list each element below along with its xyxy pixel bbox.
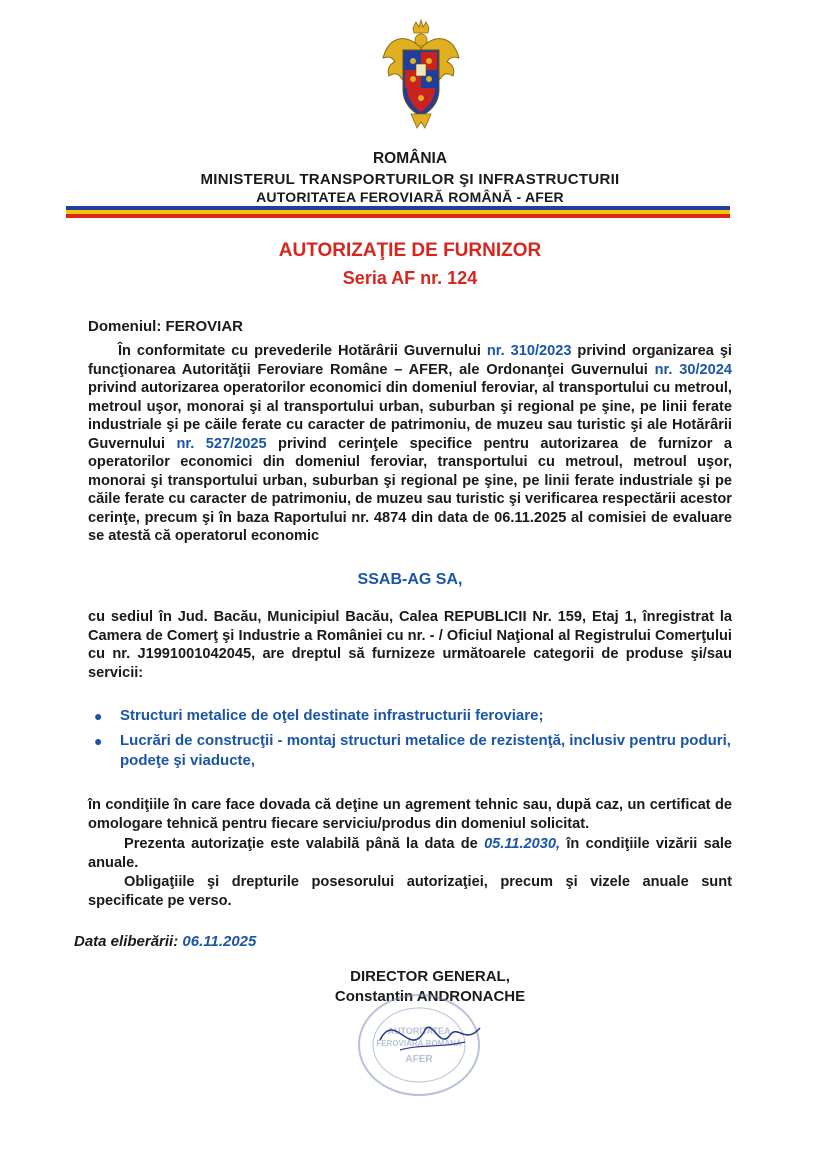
conditions-paragraph: în condiţiile în care face dovada că deţine un agrement tehnic sau, după caz, un certificat de omologare tehnică pentru fiecare serviciu/produs din domeniul solicitat. <box>88 797 732 832</box>
company-details-paragraph: cu sediul în Jud. Bacău, Municipiul Bacău, Calea REPUBLICII Nr. 159, Etaj 1, înregistrat la Camera de Comerţ şi Industrie a României cu nr. - / Oficiul Naţional al Registrului Comerţului cu nr. J1991001042045, are dreptul să furnizeze următoarele categorii de produse şi/sau servicii: <box>88 609 732 681</box>
bullet-icon: ● <box>94 733 103 749</box>
issue-date-line <box>74 933 256 950</box>
country-heading: ROMÂNIA <box>372 150 448 167</box>
text-segment: În conformitate cu prevederile Hotărârii Guvernului <box>118 343 487 359</box>
text-segment: Prezenta autorizaţie este valabilă până la data de <box>124 836 485 852</box>
bullet-icon: ● <box>94 708 103 724</box>
signatory-name: Constantin ANDRONACHE <box>334 988 526 1005</box>
issue-date-separator: : <box>173 933 183 950</box>
tricolor-divider <box>66 206 730 218</box>
document-title: AUTORIZAŢIE DE FURNIZOR <box>278 240 542 261</box>
validity-paragraph <box>88 835 732 872</box>
stamp-line-1: AUTORITATEA <box>387 1026 451 1036</box>
item-text: Lucrări de construcţii - montaj structuri metalice de rezistenţă, inclusiv pentru poduri, podeţe şi viaducte, <box>120 732 731 769</box>
document-series: Seria AF nr. 124 <box>342 268 478 288</box>
item-text: Structuri metalice de oţel destinate infrastructurii feroviare; <box>120 707 544 724</box>
romania-coat-of-arms-icon <box>381 18 461 136</box>
company-name: SSAB-AG SA, <box>357 571 463 588</box>
stamp-line-3: AFER <box>405 1054 433 1065</box>
text-segment: privind cerinţele specifice pentru autorizarea de furnizor a operatorilor economici din domeniul feroviar, transportului cu metroul, metroul uşor, monorai şi transportului urban, suburban şi regional pe şine, pe linii ferate industriale şi pe căile ferate cu caracter de patrimoniu, de muzeu sau turistic şi verificarea respectării acestor cerinţe, precum şi în baza Raportului nr. 4874 din data de 06.11.2025 al comisiei de evaluare se atestă că operatorul economic <box>88 435 732 544</box>
validity-date: 05.11.2030, <box>484 836 561 852</box>
reference-hg-527: nr. 527/2025 <box>176 435 267 452</box>
signatory-title: DIRECTOR GENERAL, <box>350 968 510 985</box>
authorized-items-list <box>88 706 738 776</box>
domain-line: Domeniul: FEROVIAR <box>88 318 244 335</box>
text-segment: privind organizarea şi funcţionarea Autorităţii Feroviare Române – AFER, ale Ordonanţei Guvernului <box>88 343 732 378</box>
authority-heading: AUTORITATEA FEROVIARĂ ROMÂNĂ - AFER <box>256 189 564 205</box>
text-segment: privind autorizarea operatorilor economici din domeniul feroviar, al transportului cu metroul, metroul uşor, monorai şi al transportului urban, suburban şi regional pe şine, pe linii ferate industriale şi pe căile ferate cu caracter de patrimoniu, de muzeu sau turistic şi ale Hotărârii Guvernului <box>88 380 732 452</box>
legal-basis-paragraph <box>88 342 732 546</box>
reference-hg-310: nr. 310/2023 <box>486 343 572 359</box>
reference-og-30: nr. 30/2024 <box>654 361 733 378</box>
issue-date-label: Data eliberării <box>74 933 174 950</box>
list-item <box>88 706 738 726</box>
ministry-heading: MINISTERUL TRANSPORTURILOR ŞI INFRASTRUCTURII <box>200 171 620 188</box>
stamp-line-2: FEROVIARĂ ROMÂNĂ <box>376 1039 462 1048</box>
handwritten-signature <box>370 1000 490 1070</box>
issue-date-value: 06.11.2025 <box>182 933 257 950</box>
text-segment: în condiţiile vizării sale anuale. <box>88 836 732 871</box>
list-item <box>88 731 738 771</box>
obligations-paragraph: Obligaţiile şi drepturile posesorului autorizaţiei, precum şi vizele anuale sunt specificate pe verso. <box>88 874 732 909</box>
